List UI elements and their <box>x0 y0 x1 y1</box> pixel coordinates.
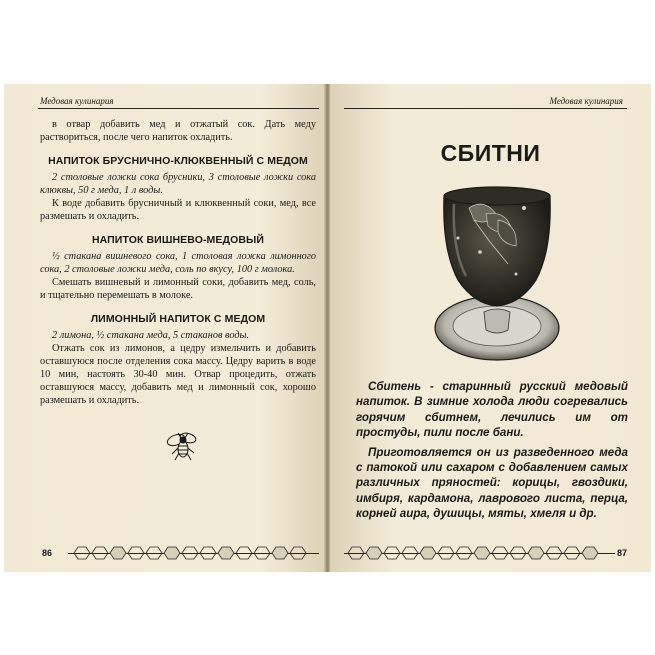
honeycomb-ornament-icon <box>344 542 604 564</box>
recipe-title: НАПИТОК БРУСНИЧНО-КЛЮКВЕННЫЙ С МЕДОМ <box>48 155 308 167</box>
continued-text: в отвар добавить мед и отжатый сок. Дать меду раствориться, после чего напиток охладить. <box>40 119 316 143</box>
recipe-ingredients: ½ стакана вишневого сока, 1 столовая ложка лимонного сока, 2 столовые ложки меда, соль по вкусу, 100 г молока. <box>40 251 316 275</box>
header-rule <box>38 108 319 109</box>
chapter-intro <box>356 379 628 526</box>
recipe-block <box>40 313 316 407</box>
recipe-ingredients: 2 лимона, ½ стакана меда, 5 стаканов воды. <box>52 330 250 341</box>
page-number: 86 <box>42 548 53 558</box>
bee-icon <box>162 428 204 466</box>
right-page <box>330 84 651 572</box>
header-rule <box>344 108 627 109</box>
running-head: Медовая кулинария <box>40 96 114 106</box>
recipe-directions: Смешать вишневый и лимонный соки, добавить мед, соль, и тщательно перемешать в молоке. <box>40 277 316 301</box>
chapter-title: СБИТНИ <box>440 140 541 166</box>
recipe-block <box>40 234 316 302</box>
recipe-ingredients: 2 столовые ложки сока брусники, 3 столовые ложки сока клюквы, 50 г меда, 1 л воды. <box>40 172 316 196</box>
intro-paragraph: Приготовляется он из разведенного меда с патокой или сахаром с добавлением самых различных пряностей: корицы, гвоздики, имбиря, кардамона, лаврового листа, перца, корней аира, душицы, мяты, хмеля и др. <box>356 445 628 521</box>
recipe-title: НАПИТОК ВИШНЕВО-МЕДОВЫЙ <box>91 234 265 246</box>
recipe-column <box>40 118 316 407</box>
intro-paragraph: Сбитень - старинный русский медовый напиток. В зимние холода люди согревались горячим сбитнем, лечились им от простуды, пили после бани. <box>356 380 628 440</box>
recipe-directions: Отжать сок из лимонов, а цедру измельчить и добавить оставшуюся после отделения сока массу. Цедру варить в воде 10 мин, настоять 30-40 мин. Отвар процедить, отжать оставшуюся массу, добавить мед и лимонный сок, хорошо размешать и охладить. <box>40 343 316 406</box>
honeycomb-ornament-icon <box>70 542 320 564</box>
left-page <box>4 84 325 572</box>
recipe-directions: К воде добавить брусничный и клюквенный соки, мед, все размешать и охладить. <box>40 198 316 222</box>
running-head: Медовая кулинария <box>549 96 623 106</box>
recipe-block <box>40 155 316 223</box>
recipe-title: ЛИМОННЫЙ НАПИТОК С МЕДОМ <box>90 313 266 325</box>
sbiten-glass-illustration <box>424 180 570 370</box>
open-book-spread <box>4 84 651 572</box>
page-number: 87 <box>616 548 627 558</box>
